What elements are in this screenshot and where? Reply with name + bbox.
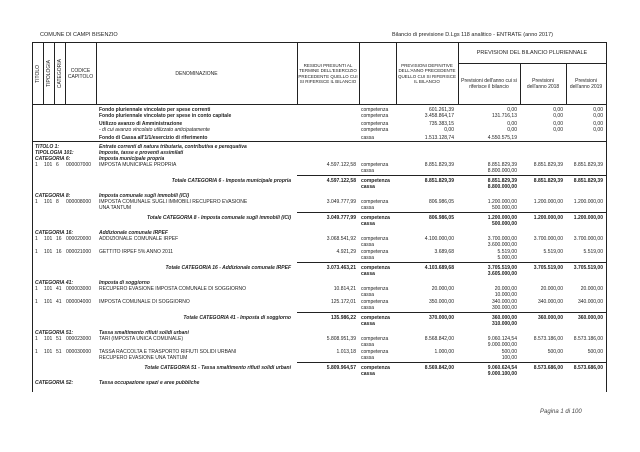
opening-prev-2019: 0,00	[593, 113, 603, 119]
item-tipologia: 101	[44, 349, 53, 355]
item-prev-2017-cassa: 100,00	[501, 355, 517, 361]
item-prev-2018: 20.000,00	[540, 286, 563, 292]
category-total-label: Totale CATEGORIA 41 - Imposta di soggiorno	[183, 315, 291, 321]
titolo-label: TITOLO 1:	[35, 144, 60, 150]
total-separator	[359, 362, 606, 363]
item-tipologia: 101	[44, 299, 53, 305]
total-type-cassa: cassa	[361, 184, 375, 190]
total-prev-2017-cassa: 9.000.100,00	[487, 371, 517, 377]
item-prev-2017-comp: 340.000,00	[491, 299, 517, 305]
opening-prev-2017: 0,00	[507, 127, 517, 133]
total-prev-def: 8.851.829,39	[424, 178, 454, 184]
item-prev-def: 8.851.829,39	[424, 162, 454, 168]
budget-table	[32, 42, 607, 392]
item-prev-2017-comp: 20.000,00	[494, 286, 517, 292]
opening-type: competenza	[361, 127, 389, 133]
item-prev-def: 350.000,00	[428, 299, 454, 305]
item-type-competenza: competenza	[361, 199, 389, 205]
col-group-pluriennale: PREVISIONI DEL BILANCIO PLURIENNALE	[476, 50, 588, 56]
item-type-competenza: competenza	[361, 336, 389, 342]
item-type-cassa: cassa	[361, 292, 375, 298]
item-titolo: 1	[35, 299, 38, 305]
total-prev-2018: 8.573.686,00	[533, 365, 563, 371]
item-prev-2019: 8.573.186,00	[573, 336, 603, 342]
col-denominazione: DENOMINAZIONE	[175, 70, 218, 77]
item-prev-2017-comp: 9.060.124,54	[487, 336, 517, 342]
item-name: RECUPERO EVASIONE IMPOSTA COMUNALE DI SOGGIORNO	[99, 286, 247, 292]
item-code: 000008000	[66, 199, 92, 205]
item-prev-2017-cassa: 8.800.000,00	[487, 168, 517, 174]
total-prev-def: 8.569.842,00	[424, 365, 454, 371]
item-prev-2017-comp: 8.851.829,39	[487, 162, 517, 168]
total-separator	[359, 262, 606, 263]
opening-type: competenza	[361, 113, 389, 119]
opening-prev-2017: 131.716,13	[491, 113, 517, 119]
category-desc: Imposta di soggiorno	[99, 280, 150, 286]
item-prev-def: 8.568.842,00	[424, 336, 454, 342]
item-prev-2018: 340.000,00	[537, 299, 563, 305]
total-prev-2018: 1.200.000,00	[533, 215, 563, 221]
total-separator	[297, 212, 359, 213]
item-categoria: 41	[56, 286, 62, 292]
category-label: CATEGORIA 51:	[35, 330, 74, 336]
total-separator	[359, 212, 606, 213]
item-categoria: 51	[56, 336, 62, 342]
col-residui: RESIDUI PRESUNTI AL TERMINE DELL'ESERCIZIO PRECEDENTE QUELLO CUI SI RIFERISCE IL BILANCIO	[298, 62, 358, 84]
item-titolo: 1	[35, 286, 38, 292]
item-prev-2018: 1.200.000,00	[533, 199, 563, 205]
item-residui: 4.597.122,58	[326, 162, 356, 168]
total-prev-2018: 3.705.519,00	[533, 265, 563, 271]
item-titolo: 1	[35, 199, 38, 205]
item-tipologia: 101	[44, 236, 53, 242]
item-categoria: 8	[56, 199, 59, 205]
total-prev-2017-comp: 360.000,00	[491, 315, 517, 321]
total-prev-def: 806.986,05	[428, 215, 454, 221]
total-prev-2017-cassa: 500.000,00	[491, 221, 517, 227]
header-bottom-border	[33, 104, 606, 105]
item-name: TASSA RACCOLTA E TRASPORTO RIFIUTI SOLIDI URBANI	[99, 349, 237, 355]
item-name: IMPOSTA COMUNALE DI SOGGIORNO	[99, 299, 190, 305]
item-titolo: 1	[35, 249, 38, 255]
col-prev-def: PREVISIONI DEFINITIVE DELL'ANNO PRECEDENTE QUELLO CUI SI RIFERISCE IL BILANCIO	[398, 62, 457, 84]
total-prev-2019: 8.573.686,00	[573, 365, 603, 371]
opening-prev-2018: 0,00	[553, 113, 563, 119]
item-type-competenza: competenza	[361, 236, 389, 242]
total-prev-def: 4.103.689,68	[424, 265, 454, 271]
item-prev-2018: 8.573.186,00	[533, 336, 563, 342]
opening-prev-2017: 0,00	[507, 121, 517, 127]
opening-prev-2017: 0,00	[507, 107, 517, 113]
item-titolo: 1	[35, 236, 38, 242]
total-type-competenza: competenza	[361, 178, 390, 184]
total-residui: 135.986,22	[330, 315, 356, 321]
total-residui: 4.597.122,58	[326, 178, 356, 184]
item-prev-2017-comp: 3.700.000,00	[487, 236, 517, 242]
item-residui: 5.808.951,39	[326, 336, 356, 342]
item-titolo: 1	[35, 349, 38, 355]
item-type-competenza: competenza	[361, 249, 389, 255]
item-prev-2019: 340.000,00	[577, 299, 603, 305]
item-prev-2019: 1.200.000,00	[573, 199, 603, 205]
opening-prev-2018: 0,00	[553, 127, 563, 133]
total-prev-2017-comp: 1.200.000,00	[487, 215, 517, 221]
section-separator	[33, 141, 606, 142]
total-separator	[359, 175, 606, 176]
total-prev-2017-cassa: 310.000,00	[491, 321, 517, 327]
total-prev-2019: 8.851.829,39	[573, 178, 603, 184]
total-residui: 3.073.463,21	[326, 265, 356, 271]
item-prev-2017-cassa: 9.000.000,00	[487, 342, 517, 348]
item-categoria: 16	[56, 236, 62, 242]
opening-prev-2019: 0,00	[593, 107, 603, 113]
item-prev-2019: 5.519,00	[583, 249, 603, 255]
item-categoria: 16	[56, 249, 62, 255]
category-desc: Imposta municipale propria	[99, 156, 165, 162]
item-prev-2017-cassa: 10.000,00	[494, 292, 517, 298]
item-type-competenza: competenza	[361, 286, 389, 292]
item-tipologia: 101	[44, 162, 53, 168]
total-separator	[297, 362, 359, 363]
opening-prev-2019: 0,00	[593, 127, 603, 133]
category-desc: Tassa smaltimento rifiuti solidi urbani	[99, 330, 189, 336]
category-desc: Tassa occupazione spazi e aree pubbliche	[99, 380, 200, 386]
total-residui: 5.809.964,57	[326, 365, 356, 371]
item-prev-2017-comp: 500,00	[501, 349, 517, 355]
total-separator	[297, 262, 359, 263]
col-prev-2019: Previsioni dell'anno 2019	[569, 77, 603, 90]
page-header-entity: COMUNE DI CAMPI BISENZIO	[40, 32, 118, 38]
total-type-competenza: competenza	[361, 265, 390, 271]
total-prev-2017-comp: 3.705.519,00	[487, 265, 517, 271]
total-prev-2018: 8.851.829,39	[533, 178, 563, 184]
total-type-cassa: cassa	[361, 371, 375, 377]
opening-label: Fondo di Cassa all'1/1/esercizio di riferimento	[99, 135, 208, 141]
category-label: CATEGORIA 6:	[35, 156, 71, 162]
opening-type: cassa	[361, 135, 375, 141]
item-type-cassa: cassa	[361, 355, 375, 361]
total-prev-2017-comp: 8.851.829,39	[487, 178, 517, 184]
col-codice: CODICE CAPITOLO	[67, 67, 94, 80]
item-name-cont: RECUPERO EVASIONE UNA TANTUM	[99, 355, 188, 361]
item-tipologia: 101	[44, 336, 53, 342]
opening-type: competenza	[361, 121, 389, 127]
item-tipologia: 101	[44, 199, 53, 205]
tipologia-desc: Imposte, tasse e proventi assimilati	[99, 150, 184, 156]
item-prev-def: 1.000,00	[434, 349, 454, 355]
total-type-competenza: competenza	[361, 365, 390, 371]
item-residui: 3.068.541,92	[326, 236, 356, 242]
total-separator	[359, 312, 606, 313]
item-prev-2017-cassa: 300.000,00	[491, 305, 517, 311]
page-number: Pagina 1 di 100	[540, 409, 582, 415]
item-prev-2017-cassa: 500.000,00	[491, 205, 517, 211]
item-code: 000021000	[66, 249, 92, 255]
category-desc: Imposta comunale sugli immobili (ICI)	[99, 193, 190, 199]
category-label: CATEGORIA 41:	[35, 280, 74, 286]
item-name: IMPOSTA COMUNALE SUGLI IMMOBILI RECUPERO EVASIONE	[99, 199, 248, 205]
category-total-label: Totale CATEGORIA 51 - Tassa smaltimento rifiuti solidi urbani	[144, 365, 291, 371]
opening-prev-def: 3.458.864,17	[424, 113, 454, 119]
column-divider	[359, 43, 360, 104]
item-prev-2017-cassa: 5.000,00	[497, 255, 517, 261]
item-type-competenza: competenza	[361, 349, 389, 355]
total-type-competenza: competenza	[361, 215, 390, 221]
total-prev-2018: 360.000,00	[537, 315, 563, 321]
opening-prev-def: 735.383,15	[428, 121, 454, 127]
item-prev-2018: 8.851.829,39	[533, 162, 563, 168]
item-prev-2017-cassa: 3.600.000,00	[487, 242, 517, 248]
item-name: ADDIZIONALE COMUNALE IRPEF	[99, 236, 179, 242]
item-categoria: 41	[56, 299, 62, 305]
item-code: 000020000	[66, 236, 92, 242]
opening-label: - di cui avanzo vincolato utilizzato anticipatamente	[99, 127, 210, 133]
opening-prev-def: 1.513.128,74	[424, 135, 454, 141]
opening-type: competenza	[361, 107, 389, 113]
opening-prev-def: 601.261,39	[428, 107, 454, 113]
item-categoria: 51	[56, 349, 62, 355]
item-prev-def: 20.000,00	[431, 286, 454, 292]
item-prev-2019: 3.700.000,00	[573, 236, 603, 242]
item-prev-2019: 20.000,00	[580, 286, 603, 292]
total-prev-2017-cassa: 3.605.000,00	[487, 271, 517, 277]
item-prev-2019: 8.851.829,39	[573, 162, 603, 168]
item-code: 000007000	[66, 162, 92, 168]
opening-prev-2018: 0,00	[553, 107, 563, 113]
item-type-competenza: competenza	[361, 299, 389, 305]
opening-label: Fondo pluriennale vincolato per spese in conto capitale	[99, 113, 232, 119]
total-prev-2019: 1.200.000,00	[573, 215, 603, 221]
item-code: 000023000	[66, 336, 92, 342]
item-type-competenza: competenza	[361, 162, 389, 168]
item-name-cont: UNA TANTUM	[99, 205, 132, 211]
total-type-cassa: cassa	[361, 321, 375, 327]
total-prev-def: 370.000,00	[428, 315, 454, 321]
item-residui: 10.814,21	[333, 286, 356, 292]
item-code: 000004000	[66, 299, 92, 305]
opening-prev-2018: 0,00	[553, 121, 563, 127]
opening-prev-2019: 0,00	[593, 121, 603, 127]
item-tipologia: 101	[44, 286, 53, 292]
page-header-report-title: Bilancio di previsione D.Lgs 118 analitico - ENTRATE (anno 2017)	[392, 32, 553, 38]
category-label: CATEGORIA 52:	[35, 380, 74, 386]
item-name: GETTITO IRPEF 5% ANNO 2011	[99, 249, 174, 255]
item-prev-def: 4.100.000,00	[424, 236, 454, 242]
tipologia-label: TIPOLOGIA 101:	[35, 150, 74, 156]
total-type-competenza: competenza	[361, 315, 390, 321]
opening-prev-2017: 4.550.575,19	[487, 135, 517, 141]
col-titolo: TITOLO	[35, 64, 41, 83]
total-prev-2017-cassa: 8.800.000,00	[487, 184, 517, 190]
item-prev-2018: 3.700.000,00	[533, 236, 563, 242]
item-residui: 3.049.777,99	[326, 199, 356, 205]
total-separator	[297, 175, 359, 176]
item-type-cassa: cassa	[361, 255, 375, 261]
opening-prev-def: 0,00	[444, 127, 454, 133]
total-prev-2019: 3.705.519,00	[573, 265, 603, 271]
item-prev-def: 806.986,05	[428, 199, 454, 205]
category-label: CATEGORIA 16:	[35, 230, 74, 236]
item-titolo: 1	[35, 162, 38, 168]
item-residui: 125.172,01	[330, 299, 356, 305]
item-type-cassa: cassa	[361, 168, 375, 174]
col-tipologia: TIPOLOGIA	[45, 60, 52, 87]
col-prev-2018: Previsioni dell'anno 2018	[526, 77, 560, 90]
item-prev-2017-comp: 5.519,00	[497, 249, 517, 255]
col-categoria: CATEGORIA	[56, 58, 63, 89]
item-code: 000030000	[66, 349, 92, 355]
total-separator	[297, 312, 359, 313]
category-total-label: Totale CATEGORIA 16 - Addizionale comunale IRPEF	[165, 265, 291, 271]
item-type-cassa: cassa	[361, 342, 375, 348]
item-residui: 4.921,29	[336, 249, 356, 255]
item-type-cassa: cassa	[361, 205, 375, 211]
item-titolo: 1	[35, 336, 38, 342]
item-type-cassa: cassa	[361, 242, 375, 248]
total-prev-2017-comp: 9.060.624,54	[487, 365, 517, 371]
category-total-label: Totale CATEGORIA 6 - Imposta municipale propria	[171, 178, 291, 184]
col-prev-2017: Previsioni dell'anno cui si riferisce il bilancio	[461, 77, 517, 90]
total-residui: 3.049.777,99	[326, 215, 356, 221]
category-desc: Addizionale comunale IRPEF	[99, 230, 168, 236]
total-type-cassa: cassa	[361, 221, 375, 227]
item-name: IMPOSTA MUNICIPALE PROPRIA	[99, 162, 177, 168]
item-prev-2019: 500,00	[587, 349, 603, 355]
opening-label: Fondo pluriennale vincolato per spese correnti	[99, 107, 211, 113]
total-type-cassa: cassa	[361, 271, 375, 277]
item-prev-2018: 500,00	[547, 349, 563, 355]
opening-label: Utilizzo avanzo di Amministrazione	[99, 121, 183, 127]
category-total-label: Totale CATEGORIA 8 - Imposta comunale sugli immobili (ICI)	[147, 215, 291, 221]
titolo-desc: Entrate correnti di natura tributaria, contributiva e perequativa	[99, 144, 247, 150]
category-label: CATEGORIA 8:	[35, 193, 71, 199]
item-residui: 1.013,18	[336, 349, 356, 355]
item-categoria: 6	[56, 162, 59, 168]
item-prev-2018: 5.519,00	[543, 249, 563, 255]
item-prev-2017-comp: 1.200.000,00	[487, 199, 517, 205]
item-name: TARI (IMPOSTA UNICA COMUNALE)	[99, 336, 183, 342]
total-prev-2019: 360.000,00	[577, 315, 603, 321]
item-type-cassa: cassa	[361, 305, 375, 311]
item-code: 000003000	[66, 286, 92, 292]
item-prev-def: 3.689,68	[434, 249, 454, 255]
item-tipologia: 101	[44, 249, 53, 255]
